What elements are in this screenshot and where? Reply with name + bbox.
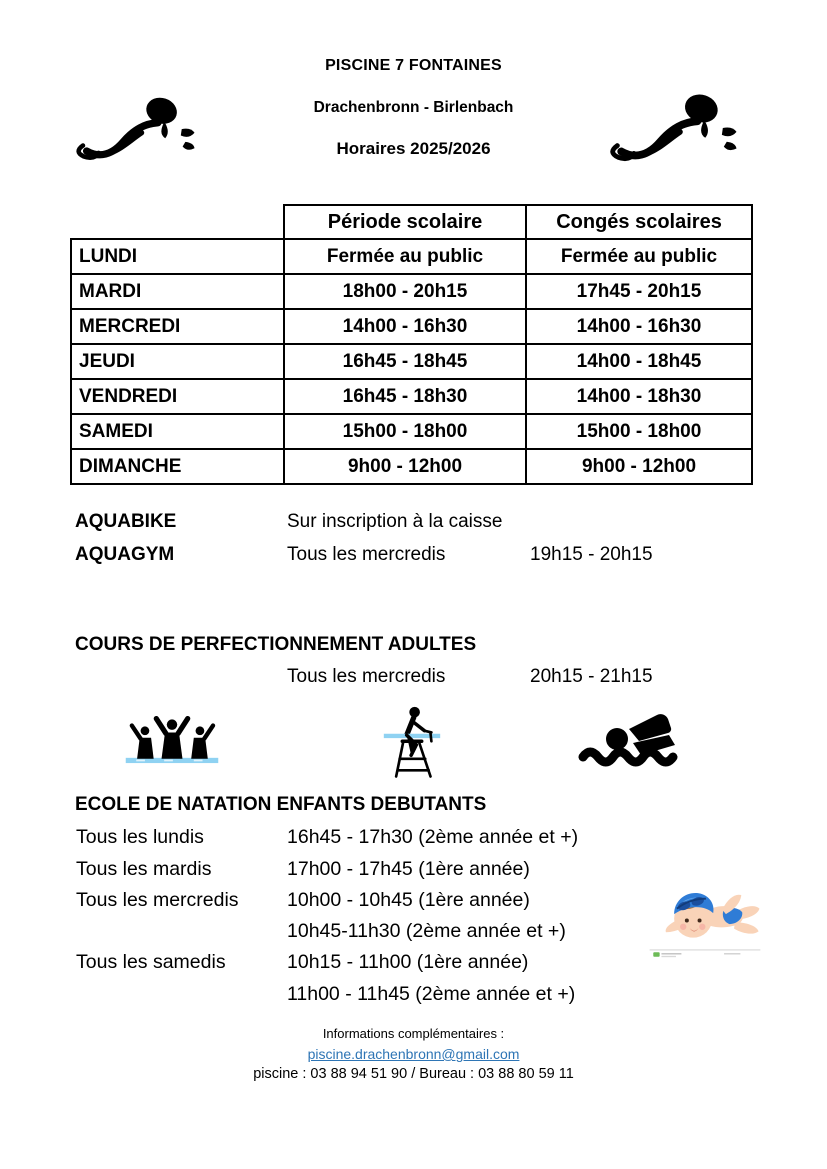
aquabike-line [75, 511, 795, 537]
course-info: Tous les mercredis [287, 666, 446, 687]
activity-info: Tous les mercredis [287, 544, 446, 565]
holidays-cell: 14h00 - 16h30 [526, 309, 752, 344]
school-time: 10h15 - 11h00 (1ère année) [287, 951, 529, 973]
page-subtitle-location: Drachenbronn - Birlenbach [313, 99, 514, 116]
school-period-cell: 16h45 - 18h30 [284, 379, 526, 414]
activity-info: Sur inscription à la caisse [287, 511, 503, 532]
footer-email-line [0, 1046, 827, 1062]
school-time: 10h00 - 10h45 (1ère année) [287, 889, 530, 911]
holidays-cell: Fermée au public [526, 239, 752, 274]
school-time: 10h45-11h30 (2ème année et +) [287, 920, 566, 942]
activity-label: AQUAGYM [75, 544, 175, 565]
table-row [71, 414, 752, 449]
school-time: 16h45 - 17h30 (2ème année et +) [287, 826, 579, 848]
day-cell: LUNDI [71, 239, 284, 274]
table-row [71, 309, 752, 344]
table-row [71, 379, 752, 414]
opening-hours-table [70, 204, 753, 485]
school-period-cell: 9h00 - 12h00 [284, 449, 526, 484]
holidays-cell: 9h00 - 12h00 [526, 449, 752, 484]
day-cell: MERCREDI [71, 309, 284, 344]
school-time: 11h00 - 11h45 (2ème année et +) [287, 983, 576, 1005]
empty-corner-cell [71, 205, 284, 239]
activity-label: AQUABIKE [75, 511, 177, 532]
table-row [71, 449, 752, 484]
day-cell: JEUDI [71, 344, 284, 379]
swim-school-row [76, 983, 776, 1009]
adult-courses-heading: COURS DE PERFECTIONNEMENT ADULTES [75, 634, 477, 655]
column-header-school-period: Période scolaire [284, 205, 526, 239]
aquabike-icon [381, 706, 443, 780]
page-title: PISCINE 7 FONTAINES [325, 57, 502, 74]
day-cell: SAMEDI [71, 414, 284, 449]
school-day-label: Tous les lundis [76, 826, 204, 848]
page-subtitle-season: Horaires 2025/2026 [336, 139, 491, 158]
column-header-holidays: Congés scolaires [526, 205, 752, 239]
school-day-label: Tous les mardis [76, 858, 212, 880]
email-link[interactable]: piscine.drachenbronn@gmail.com [307, 1046, 520, 1062]
footer-info-label: Informations complémentaires : [322, 1026, 505, 1041]
school-day-label: Tous les samedis [76, 951, 226, 973]
swim-school-row [76, 826, 776, 852]
baby-swimmer-image [646, 866, 764, 964]
swim-school-heading: ECOLE DE NATATION ENFANTS DEBUTANTS [75, 794, 487, 815]
table-row [71, 239, 752, 274]
course-time: 20h15 - 21h15 [530, 666, 653, 687]
footer-phone-numbers: piscine : 03 88 94 51 90 / Bureau : 03 88 80 59 11 [253, 1066, 574, 1082]
holidays-cell: 15h00 - 18h00 [526, 414, 752, 449]
day-cell: DIMANCHE [71, 449, 284, 484]
swimmer-icon [577, 713, 685, 771]
day-cell: MARDI [71, 274, 284, 309]
aquagym-line [75, 544, 795, 570]
holidays-cell: 14h00 - 18h30 [526, 379, 752, 414]
school-time: 17h00 - 17h45 (1ère année) [287, 858, 530, 880]
school-period-cell: 15h00 - 18h00 [284, 414, 526, 449]
swimmer-clipart-left-icon [72, 90, 200, 170]
holidays-cell: 14h00 - 18h45 [526, 344, 752, 379]
activity-time: 19h15 - 20h15 [530, 544, 653, 565]
table-row [71, 274, 752, 309]
school-period-cell: 16h45 - 18h45 [284, 344, 526, 379]
school-period-cell: 14h00 - 16h30 [284, 309, 526, 344]
table-header-row [71, 205, 752, 239]
adult-courses-line [75, 666, 795, 692]
school-period-cell: Fermée au public [284, 239, 526, 274]
school-day-label: Tous les mercredis [76, 889, 239, 911]
aquagym-icon [124, 714, 220, 772]
holidays-cell: 17h45 - 20h15 [526, 274, 752, 309]
swimmer-clipart-right-icon [602, 87, 746, 171]
school-period-cell: 18h00 - 20h15 [284, 274, 526, 309]
day-cell: VENDREDI [71, 379, 284, 414]
table-row [71, 344, 752, 379]
